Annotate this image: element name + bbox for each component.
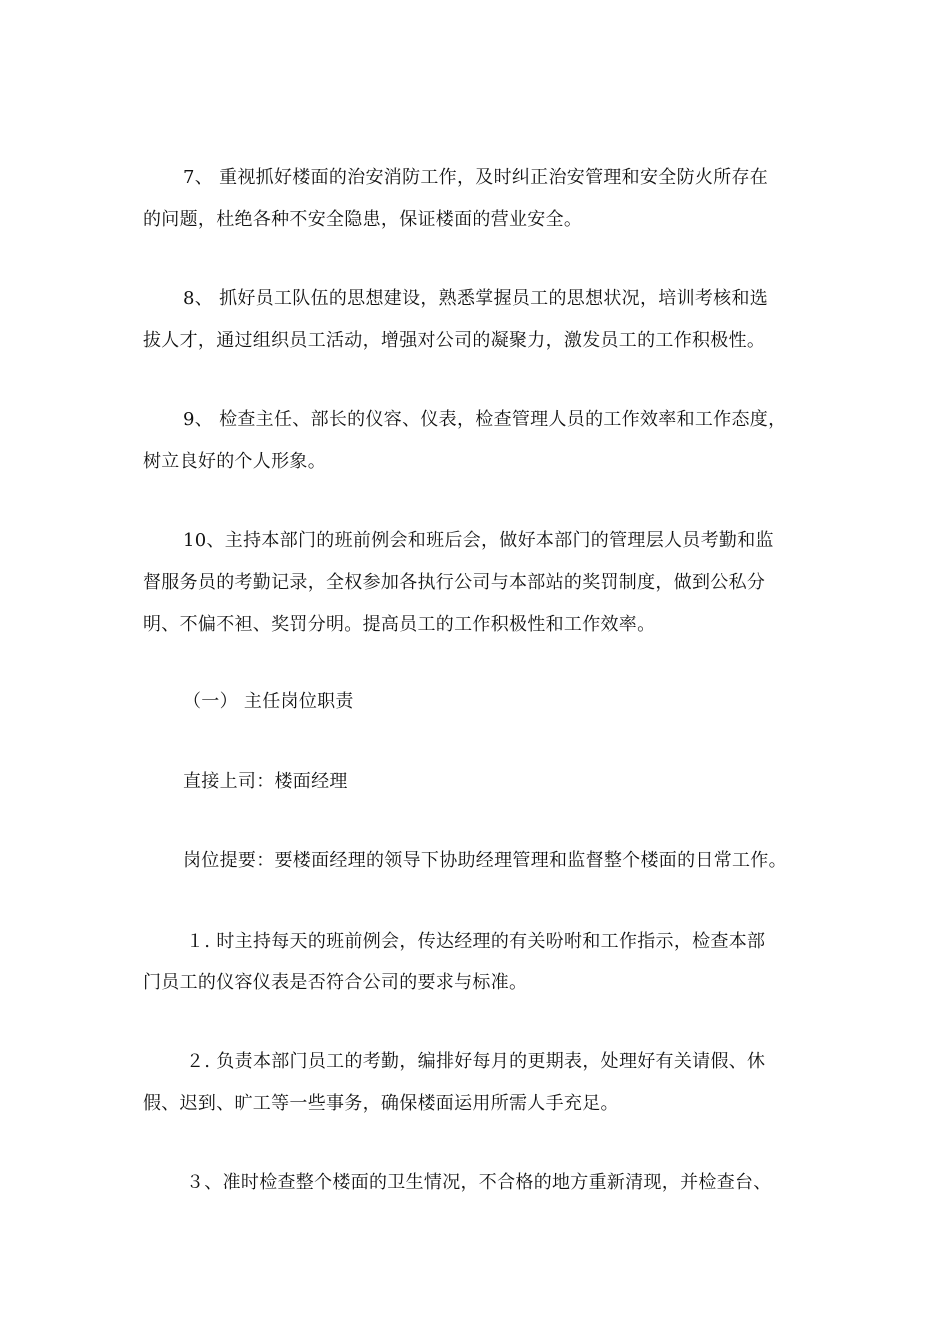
paragraph-10-line-1: 10、主持本部门的班前例会和班后会，做好本部门的管理层人员考勤和监 — [183, 530, 774, 551]
paragraph-9-line-2: 树立良好的个人形象。 — [143, 451, 326, 472]
paragraph-7-line-2: 的问题，杜绝各种不安全隐患，保证楼面的营业安全。 — [143, 209, 583, 230]
paragraph-7-line-1: 7、 重视抓好楼面的治安消防工作，及时纠正治安管理和安全防火所存在 — [183, 167, 769, 188]
duty-3-line-1: ３、准时检查整个楼面的卫生情况，不合格的地方重新清现，并检查台、 — [186, 1172, 772, 1193]
paragraph-10-line-2: 督服务员的考勤记录，全权参加各执行公司与本部站的奖罚制度，做到公私分 — [143, 572, 766, 593]
position-summary: 岗位提要：要楼面经理的领导下协助经理管理和监督整个楼面的日常工作。 — [183, 850, 787, 871]
paragraph-8-line-2: 拔人才，通过组织员工活动，增强对公司的凝聚力，激发员工的工作积极性。 — [143, 330, 766, 351]
paragraph-10-line-3: 明、不偏不袒、奖罚分明。提高员工的工作积极性和工作效率。 — [143, 614, 656, 635]
duty-1-line-2: 门员工的仪容仪表是否符合公司的要求与标准。 — [143, 972, 528, 993]
direct-superior: 直接上司：楼面经理 — [183, 771, 348, 792]
section-title: （一） 主任岗位职责 — [183, 691, 354, 712]
paragraph-8-line-1: 8、 抓好员工队伍的思想建设，熟悉掌握员工的思想状况，培训考核和选 — [183, 288, 769, 309]
duty-2-line-1: ２. 负责本部门员工的考勤，编排好每月的更期表，处理好有关请假、休 — [186, 1051, 766, 1072]
duty-2-line-2: 假、迟到、旷工等一些事务，确保楼面运用所需人手充足。 — [143, 1093, 619, 1114]
duty-1-line-1: １. 时主持每天的班前例会，传达经理的有关吩咐和工作指示，检查本部 — [186, 931, 766, 952]
paragraph-9-line-1: 9、 检查主任、部长的仪容、仪表，检查管理人员的工作效率和工作态度， — [183, 409, 787, 430]
